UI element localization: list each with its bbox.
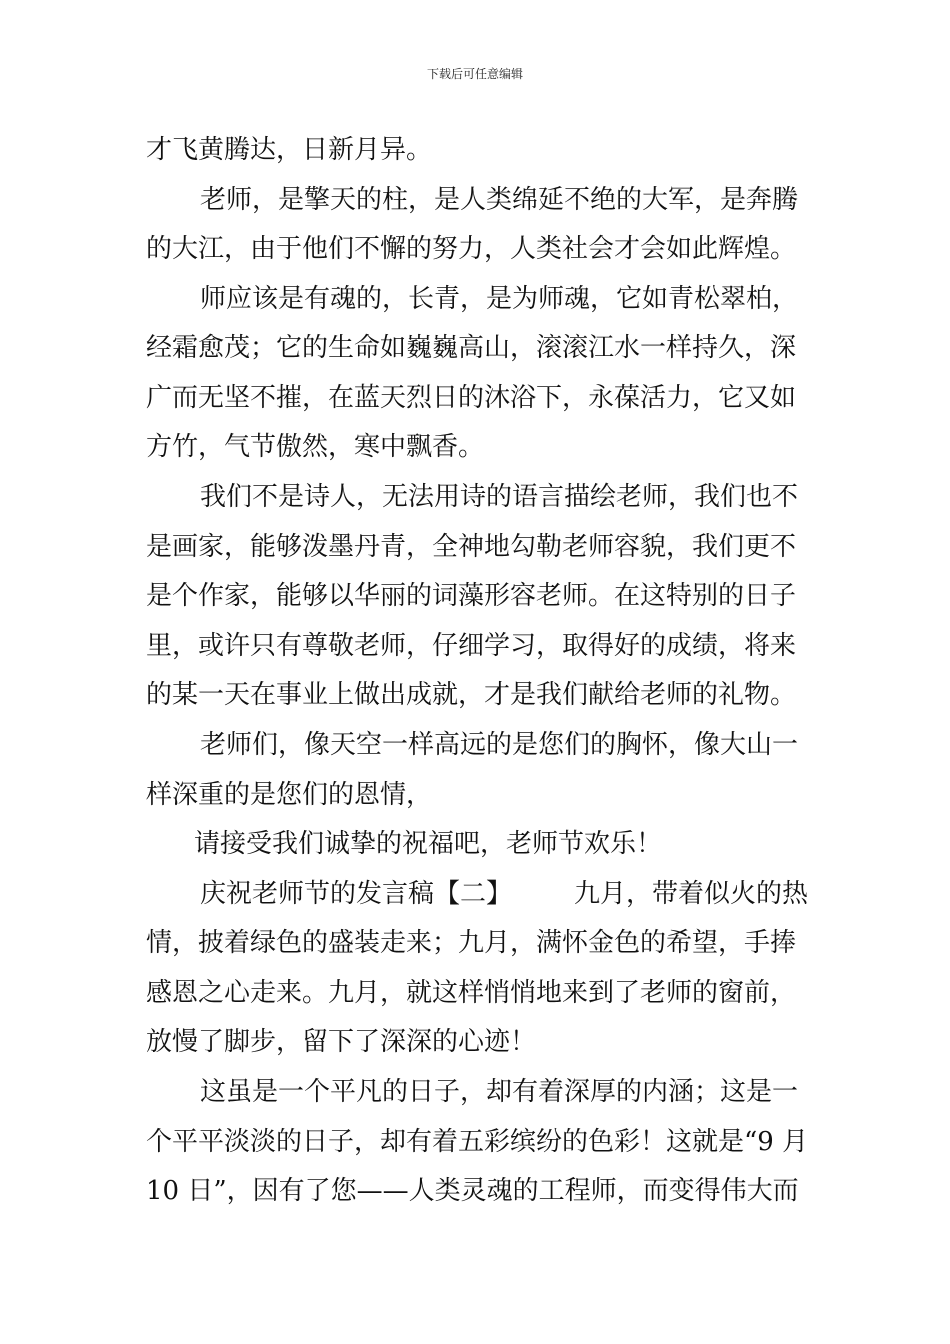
- text-line: 感恩之心走来。九月，就这样悄悄地来到了老师的窗前，: [146, 978, 797, 1008]
- text-line: 情，披着绿色的盛装走来；九月，满怀金色的希望，手捧: [146, 928, 797, 958]
- text-line: 老师们，像天空一样高远的是您们的胸怀，像大山一: [200, 730, 799, 760]
- text-line: 我们不是诗人，无法用诗的语言描绘老师，我们也不: [200, 482, 799, 512]
- text-line: 老师，是擎天的柱，是人类绵延不绝的大军，是奔腾: [200, 185, 799, 215]
- text-line: 广而无坚不摧，在蓝天烈日的沐浴下，永葆活力，它又如: [146, 383, 797, 413]
- text-line: 是个作家，能够以华丽的词藻形容老师。在这特别的日子: [146, 581, 797, 611]
- text-line: 才飞黄腾达，日新月异。: [146, 135, 433, 165]
- section-heading: 庆祝老师节的发言稿【二】: [200, 879, 513, 909]
- text-line: 的大江，由于他们不懈的努力，人类社会才会如此辉煌。: [146, 234, 797, 264]
- text-line: 10 日”，因有了您——人类灵魂的工程师，而变得伟大而: [146, 1176, 799, 1206]
- text-line: 是画家，能够泼墨丹青，全神地勾勒老师容貌，我们更不: [146, 532, 797, 562]
- text-line: 放慢了脚步，留下了深深的心迹！: [146, 1027, 537, 1057]
- text-line: 师应该是有魂的，长青，是为师魂，它如青松翠柏，: [200, 284, 799, 314]
- text-line: 个平平淡淡的日子，却有着五彩缤纷的色彩！这就是“9 月: [146, 1127, 809, 1157]
- text-line-continuation: 九月，带着似火的热: [574, 879, 809, 909]
- text-line: 方竹，气节傲然，寒中飘香。: [146, 432, 485, 462]
- page-header-note: 下载后可任意编辑: [426, 67, 523, 81]
- text-line: 里，或许只有尊敬老师，仔细学习，取得好的成绩，将来: [146, 631, 797, 661]
- text-line: 这虽是一个平凡的日子，却有着深厚的内涵；这是一: [200, 1077, 799, 1107]
- text-line: 请接受我们诚挚的祝福吧，老师节欢乐！: [194, 829, 663, 859]
- text-line: 的某一天在事业上做出成就，才是我们献给老师的礼物。: [146, 680, 797, 710]
- section-heading-line: [200, 877, 810, 911]
- text-line: 经霜愈茂；它的生命如巍巍高山，滚滚江水一样持久，深: [146, 333, 797, 363]
- text-line: 样深重的是您们的恩情，: [146, 780, 433, 810]
